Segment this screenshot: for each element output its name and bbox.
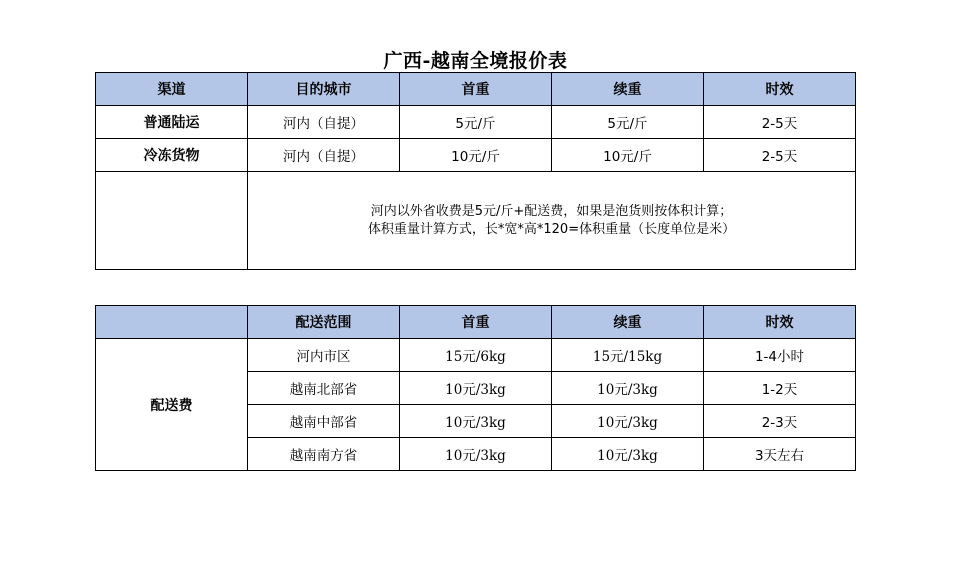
header-cell-additional-weight: 续重	[552, 306, 704, 339]
first-weight-cell: 10元/3kg	[400, 438, 552, 471]
delivery-time-cell: 1-4小时	[704, 339, 856, 372]
first-weight-cell: 10元/3kg	[400, 405, 552, 438]
header-cell-additional-weight: 续重	[552, 73, 704, 106]
note-line-2: 体积重量计算方式，长*宽*高*120=体积重量（长度单位是米）	[367, 221, 736, 237]
destination-cell: 河内（自提）	[248, 139, 400, 172]
empty-cell	[96, 172, 248, 270]
header-cell-empty	[96, 306, 248, 339]
note-cell	[248, 172, 856, 270]
range-cell: 越南北部省	[248, 372, 400, 405]
header-cell-first-weight: 首重	[400, 306, 552, 339]
delivery-fee-label: 配送费	[96, 339, 248, 471]
delivery-time-cell: 3天左右	[704, 438, 856, 471]
destination-cell: 河内（自提）	[248, 106, 400, 139]
table-row	[96, 106, 856, 139]
delivery-time-cell: 2-5天	[704, 139, 856, 172]
delivery-time-cell: 2-5天	[704, 106, 856, 139]
note-row	[96, 172, 856, 270]
delivery-time-cell: 1-2天	[704, 372, 856, 405]
table-header-row	[96, 73, 856, 106]
range-cell: 越南中部省	[248, 405, 400, 438]
additional-weight-cell: 10元/斤	[552, 139, 704, 172]
header-cell-delivery-time: 时效	[704, 306, 856, 339]
first-weight-cell: 5元/斤	[400, 106, 552, 139]
first-weight-cell: 10元/斤	[400, 139, 552, 172]
header-cell-first-weight: 首重	[400, 73, 552, 106]
header-cell-delivery-time: 时效	[704, 73, 856, 106]
range-cell: 河内市区	[248, 339, 400, 372]
additional-weight-cell: 5元/斤	[552, 106, 704, 139]
additional-weight-cell: 10元/3kg	[552, 438, 704, 471]
additional-weight-cell: 10元/3kg	[552, 405, 704, 438]
delivery-time-cell: 2-3天	[704, 405, 856, 438]
channel-cell: 冷冻货物	[96, 139, 248, 172]
price-table-channels	[95, 72, 856, 270]
note-line-1: 河内以外省收费是5元/斤+配送费，如果是泡货则按体积计算；	[370, 203, 733, 219]
table-header-row	[96, 306, 856, 339]
channel-cell: 普通陆运	[96, 106, 248, 139]
first-weight-cell: 15元/6kg	[400, 339, 552, 372]
additional-weight-cell: 10元/3kg	[552, 372, 704, 405]
header-cell-channel: 渠道	[96, 73, 248, 106]
page-title: 广西-越南全境报价表	[383, 50, 568, 72]
first-weight-cell: 10元/3kg	[400, 372, 552, 405]
additional-weight-cell: 15元/15kg	[552, 339, 704, 372]
table-row	[96, 339, 856, 372]
price-table-delivery	[95, 305, 856, 471]
range-cell: 越南南方省	[248, 438, 400, 471]
header-cell-delivery-range: 配送范围	[248, 306, 400, 339]
table-row	[96, 139, 856, 172]
header-cell-destination: 目的城市	[248, 73, 400, 106]
